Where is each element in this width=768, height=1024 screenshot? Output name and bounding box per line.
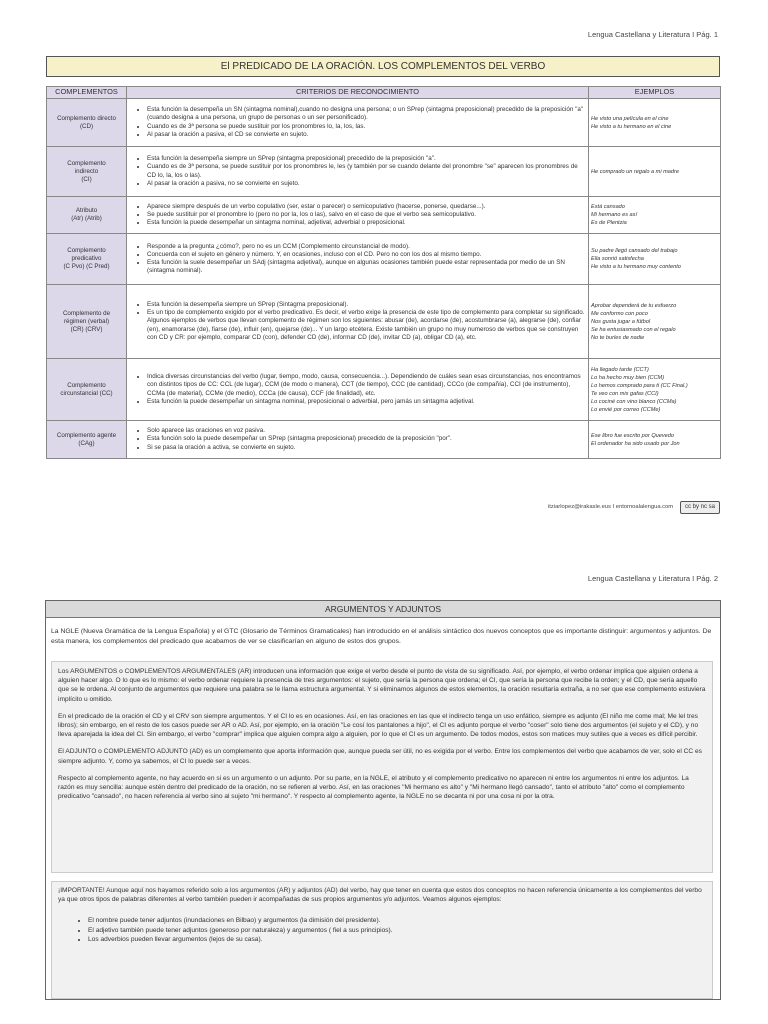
page-title: El PREDICADO DE LA ORACIÓN. LOS COMPLEMENTOS DEL VERBO	[46, 56, 720, 77]
complement-name: Complemento de régimen (verbal) (CR) (CRV)	[47, 285, 127, 359]
criteria-cell	[127, 421, 589, 459]
important-note: ¡IMPORTANTE! Aunque aquí nos hayamos referido solo a los argumentos (AR) y adjuntos (AD) del verbo, hay que tener en cuenta que estos dos conceptos no hacen referencia únicamente a los complementos del verbo ya que otros tipos de palabras diferentes al verbo también pueden ir acompañadas de sus propios argumentos y/o adjuntos. Veamos algunos ejemplos:	[58, 887, 702, 904]
criterion: • Esta función la puede desempeñar un sintagma nominal, preposicional o adverbial, pero jamás un sintagma adjetival.	[147, 398, 586, 406]
example: Me conformo con poco	[591, 310, 648, 317]
column-header: CRITERIOS DE RECONOCIMIENTO	[127, 87, 589, 99]
complement-name: Complemento predicativo (C Pvo) (C Pred)	[47, 234, 127, 285]
page-header: Lengua Castellana y Literatura I Pág. 2	[587, 574, 718, 583]
criteria-cell	[127, 99, 589, 147]
cc-license-icon: cc by nc sa	[680, 501, 720, 514]
example: Nos gusta jugar a fútbol	[591, 318, 651, 325]
criteria-cell	[127, 234, 589, 285]
example: He comprado un regalo a mi madre	[591, 168, 679, 175]
section-title: ARGUMENTOS Y ADJUNTOS	[46, 601, 720, 618]
criteria-cell	[127, 285, 589, 359]
column-header: COMPLEMENTOS	[47, 87, 127, 99]
table-row	[47, 359, 721, 421]
criterion: • Cuando es de 3ª persona, se puede sustituir por los pronombres le, les (y también por se cuando delante del pronombre "se" aparecen los pronombres de CD lo, la, los o las).	[147, 163, 586, 179]
paragraph: El ADJUNTO o COMPLEMENTO ADJUNTO (AD) es un complemento que aporta información que, aunque pueda ser útil, no es exigida por el verbo. Entre los complementos del verbo que acabamos de ver, solo el CC es siempre adjunto. Y, como ya sabemos, el CI lo puede ser a veces.	[58, 748, 702, 765]
examples-cell	[589, 147, 721, 197]
criterion: • Esta función la desempeña siempre un SPrep (Sintagma preposicional).	[147, 301, 586, 309]
example: Su padre llegó cansado del trabajo	[591, 248, 678, 254]
criterion: • Cuando es de 3ª persona se puede sustituir por los pronombres lo, la, los, las.	[147, 123, 586, 131]
examples-cell	[589, 197, 721, 234]
example: Ella sonrió satisfecha	[591, 256, 644, 262]
example: Mi hermano es así	[591, 212, 638, 218]
example: Lo hemos comprado para ti (CC Final.)	[591, 382, 688, 389]
table-row	[47, 197, 721, 234]
example: Es de Plentzia	[591, 220, 627, 226]
criterion: • Esta función la puede desempeñar un sintagma nominal, adjetival, adverbial o preposicional.	[147, 219, 586, 227]
criterion: • Al pasar la oración a pasiva, el CD se convierte en sujeto.	[147, 131, 586, 139]
examples-cell	[589, 285, 721, 359]
column-header: EJEMPLOS	[589, 87, 721, 99]
example: Está cansado	[591, 204, 625, 210]
examples-cell	[589, 421, 721, 459]
criterion: • Si se pasa la oración a activa, se convierte en sujeto.	[147, 444, 586, 452]
paragraph: Respecto al complemento agente, no hay acuerdo en si es un argumento o un adjunto. Por su parte, en la NGLE, el atributo y el complemento predicativo no aparecen ni entre los argumentos ni entre los adjuntos. La razón es muy sencilla: aunque estén dentro del predicado de la oración, no se refieren al verbo. Así, en las oraciones "Mi hermano es alto" y "Mi hermano llegó cansado", tanto el atributo "alto" como el complemento predicativo "cansado", no hacen referencia al verbo sino al sujeto "mi hermano". Y respecto al complemento agente, la NGLE no se decanta ni por una cosa ni por la otra.	[58, 774, 689, 801]
table-row	[47, 99, 721, 147]
complements-table	[46, 86, 721, 459]
criterion: • Esta función solo la puede desempeñar un SPrep (sintagma preposicional) precedido de la preposición "por".	[147, 435, 586, 443]
criteria-cell	[127, 359, 589, 421]
example: He visto a tu hermano en el cine	[591, 123, 672, 130]
criterion: • Concuerda con el sujeto en género y número. Y, en ocasiones, incluso con el CD. Pero no con los dos al mismo tiempo.	[147, 251, 586, 259]
examples-cell	[589, 359, 721, 421]
criterion: • Esta función la desempeña un SN (sintagma nominal),cuando no designa una persona; o un SPrep (sintagma preposicional) precedido de la preposición "a" (cuando designa a una persona, un grupo de personas o un ser personificado).	[147, 106, 586, 122]
complement-name: Complemento directo (CD)	[47, 99, 127, 147]
table-row	[47, 285, 721, 359]
table-row	[47, 234, 721, 285]
criterion: • Responde a la pregunta ¿cómo?, pero no es un CCM (Complemento circunstancial de modo).	[147, 243, 586, 251]
page-header: Lengua Castellana y Literatura I Pág. 1	[587, 30, 718, 39]
paragraph: En el predicado de la oración el CD y el CRV son siempre argumentos. Y el CI lo es en ocasiones. Así, en las oraciones en las que el indirecto tenga un uso enfático, siempre es adjunto (El niño me come mal; Me lel tres libros); sin embargo, en el resto de los casos puede ser AR o AD. Así, por ejemplo, en la oración "Le cosí los pantalones a hijo", el CI es adjunto porque el verbo "coser" solo tiene dos argumentos (el sujeto y el CD), y no lleva aparejada la idea del CI. Sin embargo, el verbo "comprar" implica que alguien compra algo a alguien, por lo que el CI es un argumento. De todos modos, estos son matices muy sutiles que a veces es difícil percibir.	[58, 712, 699, 739]
criteria-cell	[127, 147, 589, 197]
complement-name: Atributo (Atr) (Atrib)	[47, 197, 127, 234]
list-item: • El nombre puede tener adjuntos (inundaciones en Bilbao) y argumentos (la dimisión del presidente).	[88, 916, 706, 925]
table-row	[47, 421, 721, 459]
complement-name: Complemento agente (CAg)	[47, 421, 127, 459]
paragraph: Los ARGUMENTOS o COMPLEMENTOS ARGUMENTALES (AR) introducen una información que exige el verbo desde el punto de vista de su significado. Así, por ejemplo, el verbo ordenar implica que alguien ordena a alguien hacer algo. O lo que es lo mismo: el verbo ordenar requiere la presencia de tres argumentos: el sujeto, que sería la persona que ordena; el CI, que sería la persona que recibe la orden; y el CD, que sería aquello que se le ordena. Al conjunto de argumentos que requiere una palabra se le llama estructura argumental. Y si eliminamos algunos de estos elementos, la oración resultaría extraña, a no ser que ese complemento estuviera implícito u omitido.	[58, 668, 706, 703]
criterion: • Aparece siempre después de un verbo copulativo (ser, estar o parecer) o semicopulativo (hacerse, ponerse, quedarse...).	[147, 203, 586, 211]
criterion: • Esta función la desempeña siempre un SPrep (sintagma preposicional) precedido de la preposición "a".	[147, 155, 586, 163]
list-item: • El adjetivo también puede tener adjuntos (generoso por naturaleza) y argumentos ( fiel a sus principios).	[88, 926, 706, 935]
important-panel	[51, 881, 713, 999]
examples-cell	[589, 99, 721, 147]
list-item: • Los adverbios pueden llevar argumentos (lejos de su casa).	[88, 935, 706, 944]
arguments-panel	[51, 661, 713, 873]
example: Lo envié por correo (CCMe)	[591, 406, 661, 413]
complement-name: Complemento circunstancial (CC)	[47, 359, 127, 421]
example: Lo cociné con vino blanco (CCMa)	[591, 398, 677, 405]
complement-name: Complemento indirecto (CI)	[47, 147, 127, 197]
example: Ha llegado tarde (CCT)	[591, 366, 649, 373]
criterion: • Solo aparece las oraciones en voz pasiva.	[147, 427, 586, 435]
criteria-cell	[127, 197, 589, 234]
example: Te veo con mis gafas (CCI)	[591, 390, 659, 397]
intro-paragraph: La NGLE (Nueva Gramática de la Lengua Española) y el GTC (Glosario de Términos Gramaticales) han introducido en el análisis sintáctico dos nuevos conceptos que es importante distinguir: argumentos y adjuntos. De esta manera, los complementos del predicado que acabamos de ver se clasificarían en alguno de estos dos grupos.	[51, 628, 712, 645]
arguments-section	[45, 600, 721, 1000]
example: Aprobar dependerá de tu esfuerzo	[591, 302, 677, 309]
example: Lo ha hecho muy bien (CCM)	[591, 374, 665, 381]
example: Ese libro fue escrito por Quevedo	[591, 432, 675, 439]
table-row	[47, 147, 721, 197]
criterion: • Se puede sustituir por el pronombre lo (pero no por la, los o las), salvo en el caso de que el verbo sea semicopulativo.	[147, 211, 586, 219]
criterion: • Indica diversas circunstancias del verbo (lugar, tiempo, modo, causa, consecuencia...). Dependiendo de cuáles sean esas circunstancias, nos encontramos con distintos tipos de CC: CCL (de lugar), CCM (de modo o manera), CCT (de tiempo), CCC (de cantidad), CCCo (de compañía), CCI (de instrumento), CCMa (de material), CCMe (de medio), CCCa (de causa), CCF (de finalidad), etc.	[147, 373, 586, 398]
author-footer: itziarlopez@irakasle.eus I entornoalalengua.com	[548, 504, 674, 510]
example: He visto a tu hermano muy contento	[591, 264, 681, 270]
criterion: • Al pasar la oración a pasiva, no se convierte en sujeto.	[147, 180, 586, 188]
example: No te burles de nadie	[591, 334, 645, 341]
example: He visto una película en el cine	[591, 115, 669, 122]
examples-cell	[589, 234, 721, 285]
criterion: • Esta función la suele desempeñar un SAdj (sintagma adjetival), aunque en algunas ocasiones también puede estar representada por medio de un SN (sintagma nominal).	[147, 259, 586, 275]
example: Se ha entusiasmado con el regalo	[591, 326, 676, 333]
example: El ordenador ha sido usado por Jon	[591, 440, 680, 447]
criterion: • Es un tipo de complemento exigido por el verbo predicativo. Es decir, el verbo exige la presencia de este tipo de complemento para completar su significado. Algunos ejemplos de verbos que llevan complemento de régimen son los siguientes: abusar (de), acordarse (de), acostumbrarse (a), alegrarse (de), confiar (en), enamorarse (de), fiarse (de), influir (en), quejarse (de)... Y un largo etcétera. Existe también un grupo no muy numeroso de verbos que se construyen con CD y CR: por ejemplo, comparar CD (con), defender CD (de), informar CD (de), invitar CD (a), obligar CD (a), etc.	[147, 309, 586, 342]
